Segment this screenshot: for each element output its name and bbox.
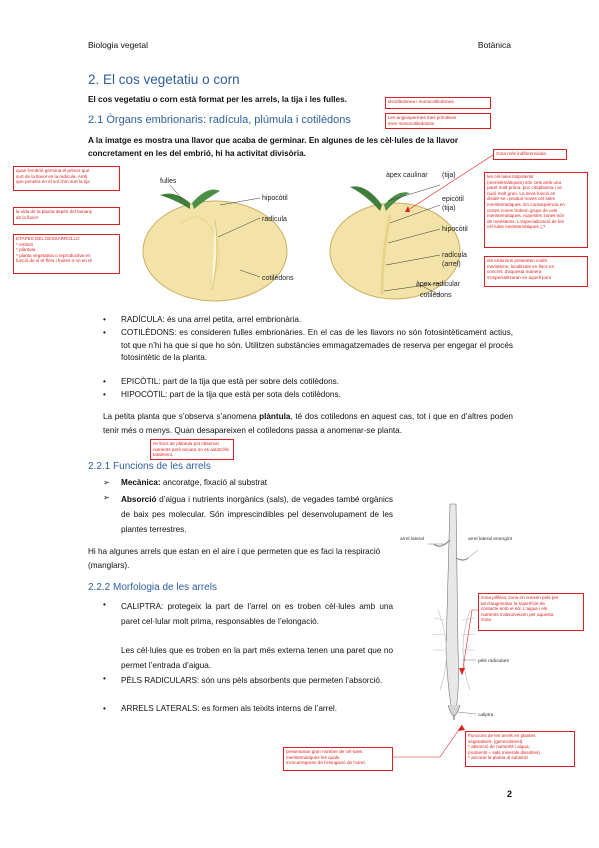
s21-para-line-1: A la imatge es mostra una llavor que acaba de germinar. En algunes de les cèl·lules de la llavor [88,136,459,145]
bullet-hipocotil-text: part de la tija que està per sota dels cotilèdons. [167,390,341,399]
subsection-2-2-1-title: 2.2.1 Funcions de les arrels [88,461,211,472]
bullet-cotiledons-text: es consideren fulles embrionàries. En el cas de les llavors no són fotosintèticament actius, tot que n’hi ha que si que ho són. Utilitzen substàncies emmagatzemades de reserva per engegar el procés fotosintètic de la planta. [121,328,513,363]
annotation-note: quan l'embrió germina el primer que surt de la llavor es la radicula. Amb que penetra en el sol d'on surt la tija [13,166,120,191]
function-mecanica-term: Mecànica: [121,478,161,487]
bullet-dot: • [103,315,106,324]
function-absorcio-text: d’aigua i nutrients inorgànics (sals), de vegades també orgànics de baix pes molecular. Són imprescindibles pel desenvolupament de les plantes terrestres. [121,495,393,534]
bullet-dot: • [103,704,106,713]
annotation-note: els embrions presenten molts meristems, localitzats en llocs en concret, d'aquesta manera s'especialitzaran en aquell punt [484,256,588,287]
morph-laterals-text: ARRELS LATERALS: es formen als teixits interns de l’arrel. [121,704,337,713]
page-number: 2 [507,789,513,799]
bullet-dot: • [103,674,106,683]
annotation-note: zona pilifera: zona on creixen pels per tal d'augmentar la superfície de contacte amb el sòl. L'aigua i els nutrients s'absorveixen per aquesta zona [478,593,584,631]
bullet-dot: • [103,377,106,386]
bullet-hipocotil-term: HIPOCÒTIL: [121,390,168,399]
bullet-epicotil-term: EPICÒTIL: [121,377,161,386]
subsection-2-2-2-title: 2.2.2 Morfologia de les arrels [88,582,217,593]
arrow-bullet-icon: ➢ [103,478,110,487]
plantula-pre: La petita planta que s’observa s’anomena [103,412,260,421]
annotation-note: Funcions de les arrels en plantes vegetatives: (generalment) * absorció de nutrients i aigua; (nutrients = sals minerals dissoltes) * ancorar la planta al substrat [465,731,575,767]
label-radicula-left: radícula [262,216,287,223]
annotation-note: ETAPES DEL DESSARROLLO * embrió * plàntula * planta vegetativa o reproductiva en funció de si té flors i fruites o no en té [13,234,120,274]
annotation-note: les cèl·lules totipotents (meristemàtiques) són cels amb una paret molt prima, poc citoplasma i un nucli molt gran. La seva funció es dividir-se i produir noves cèl·lules meristemàtiques. En conseqüència en certes zones trobem grups de cels meristemàtiques. Aquestes zones són de meristems. L'especialització de les cèl·lules meristemàtiques ¿? [484,172,588,248]
s21-para-line-2: concretament en les del embrió, hi ha activitat divisòria. [88,149,306,158]
bullet-dot: • [103,390,106,399]
function-mecanica-text: ancoratge, fixació al substrat [160,478,268,487]
header-right: Botànica [477,40,511,50]
subsection-2-1-title: 2.1 Òrgans embrionaris: radícula, plúmula i cotilèdons [88,114,351,126]
morph-pels-text: PÈLS RADICULARS: són uns pèls absorbents que permeten l’absorció. [121,676,383,685]
function-absorcio-term: Absorció [121,495,157,504]
label-epicotil: epicòtil [442,196,464,203]
label-cotiledons-right: cotilèdons [420,292,452,299]
bullet-cotiledons-term: COTILÈDONS: [121,328,177,337]
morph-caliptra-text: CALIPTRA: protegeix la part de l’arrel on es troben cèl·lules amb una paret cel·lular molt prima, responsables de l’elongació. [121,602,393,626]
label-apex-caulinar: àpex caulinar [386,172,428,179]
annotation-note: Les angiospermes mes primitives eren monocotiledonies [385,113,491,129]
label-apex-radicular: àpex radicular [416,281,460,288]
bullet-dot: • [103,328,106,337]
label-fulles: fulles [160,178,177,185]
annotation-note: presentaran gran nombre de cèl·lules meristemàtiques les quals s'encarregaran de l'elongació de l'arrel. [283,747,393,771]
arrow-bullet-icon: ➢ [103,493,110,502]
s221-paragraph: Hi ha algunes arrels que estan en el aire i que permeten que es faci la respiració (manglars). [88,547,381,570]
root-label-pels: pèls radiculars [478,659,509,664]
annotation-note: en llocs de plàntula pot observar nutrients però encara no es autotròfic totalment. [150,439,234,460]
label-tija-1: (tija) [442,172,456,179]
bullet-dot: • [103,600,106,609]
bullet-radicula-text: és una arrel petita, arrel embrionària. [164,315,302,324]
section-title: 2. El cos vegetatiu o corn [88,72,240,87]
annotation-note: zona més indiferenciada [493,149,567,160]
plantula-post: , té dos cotiledons en aquest cas, tot i que en d’altres poden tenir més o menys. Quan desapareixen el cotiledons passa a anomenar-se planta. [103,412,513,435]
root-label-emergint: arrel lateral emergint [468,537,512,542]
bullet-radicula-term: RADÍCULA: [121,315,165,324]
label-hipocotil-right: hipocòtil [442,226,468,233]
root-label-caliptra: caliptra [478,713,494,718]
bullet-epicotil-text: part de la tija que està per sobre dels cotilèdons. [160,377,340,386]
label-cotiledons-left: cotilèdons [262,275,294,282]
morph-paret-text: Les cèl·lules que es troben en la part més externa tenen una paret que no permet l’entrada d’aigua. [121,646,393,670]
label-radicula-right: radícula [442,252,467,259]
label-arrel: (arrel) [442,261,461,268]
plantula-term: plàntula [259,412,291,421]
label-tija-2: (tija) [442,205,456,212]
section-intro: El cos vegetatiu o corn està format per les arrels, la tija i les fulles. [88,95,347,104]
annotation-note: la vida de la planta depèn del tamany de la llavor [13,207,120,225]
header-left: Biologia vegetal [88,40,149,50]
label-hipocotil-left: hipocòtil [262,195,288,202]
annotation-note: dicotiledonea i monocotiledonea [385,97,491,109]
root-label-lateral: arrel lateral [400,537,424,542]
